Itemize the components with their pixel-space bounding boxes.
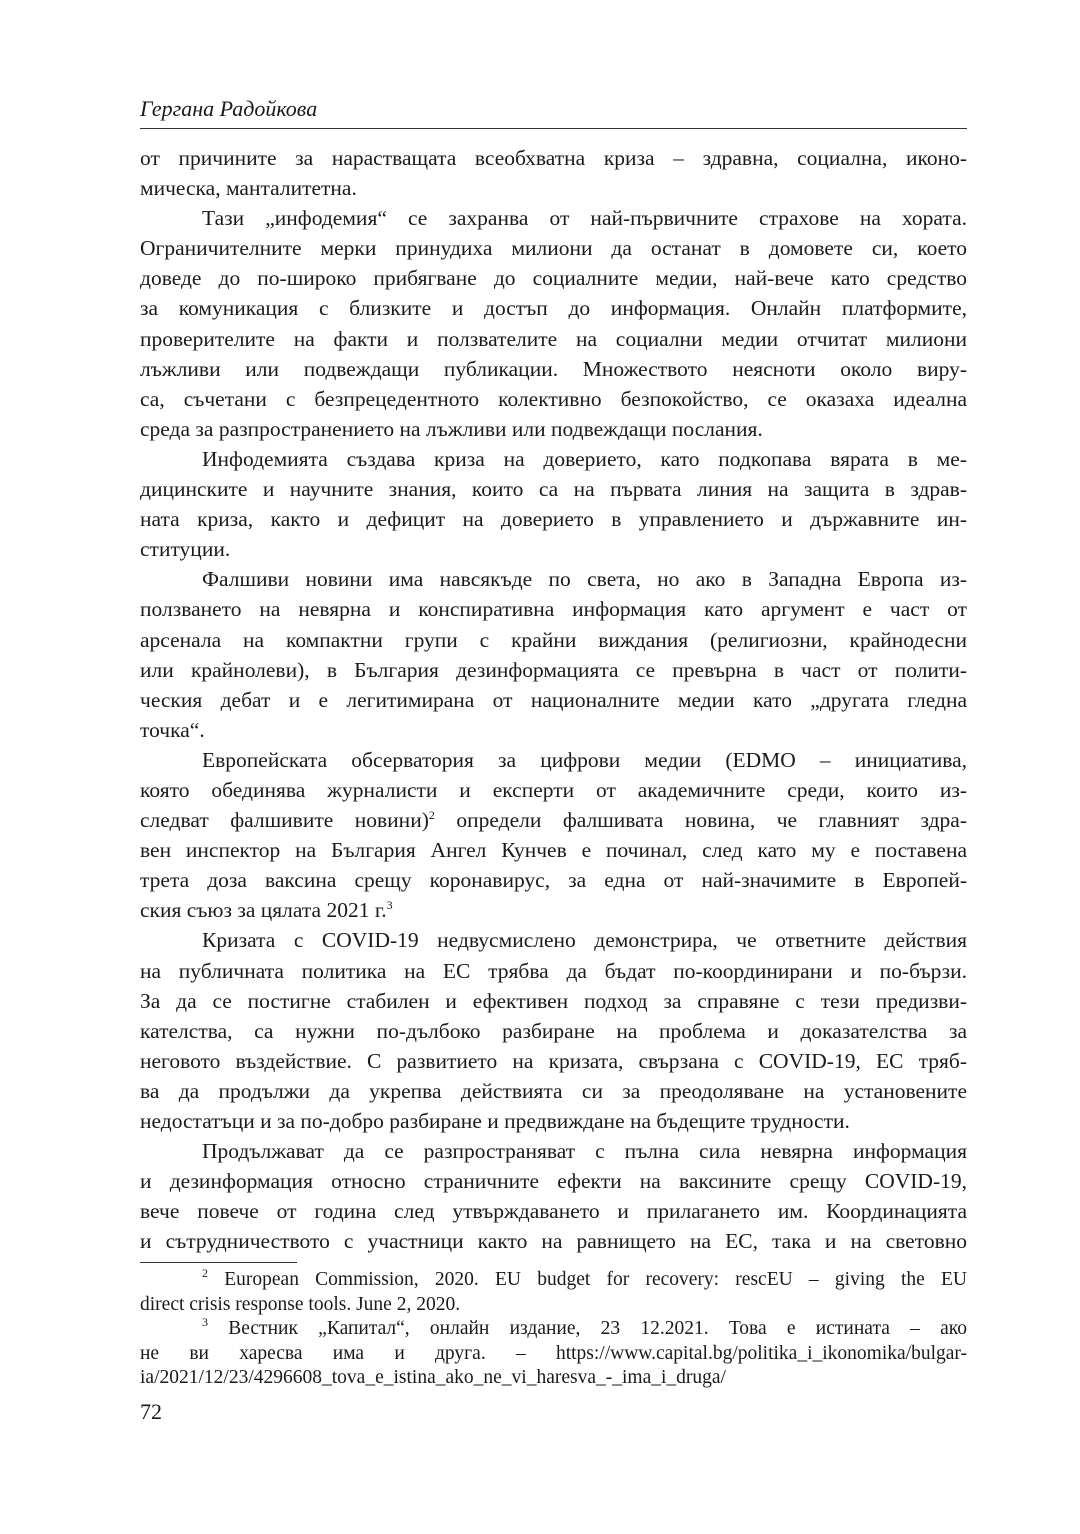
footnote-line: не ви харесва има и друга. – https://www.capital.bg/politika_i_ikonomika/bulgar- <box>140 1342 967 1364</box>
text-line: проверителите на факти и ползвателите на социални медии отчитат милиони <box>140 326 967 351</box>
footnotes <box>140 1268 967 1391</box>
text-line: от причините за нарастващата всеобхватна криза – здравна, социална, иконо- <box>140 146 967 170</box>
text-line: ва да продължи да укрепва действията си за преодоляване на установените <box>140 1078 967 1103</box>
text-line: вен инспектор на България Ангел Кунчев е починал, след като му е поставена <box>140 838 967 863</box>
footnote-number: 3 <box>202 1315 208 1330</box>
paragraph <box>140 143 967 203</box>
running-head-author: Гергана Радойкова <box>140 96 318 121</box>
footnote-number: 2 <box>202 1266 208 1280</box>
footnote <box>140 1317 967 1391</box>
text-line: Европейската обсерватория за цифрови медии (EDMO – инициатива, <box>202 747 967 772</box>
paragraph <box>140 745 967 926</box>
text-line: доведе до по-широко прибягване до социалните медии, най-вече като средство <box>140 266 967 291</box>
text-line: Ограничителните мерки принудиха милиони да останат в домовете си, което <box>140 236 967 261</box>
paragraph <box>140 1136 967 1256</box>
text-line: за комуникация с близките и достъп до информация. Онлайн платформите, <box>140 296 967 321</box>
text-line: която обединява журналисти и експерти от академичните среди, които из- <box>140 777 967 802</box>
paragraph <box>140 444 967 564</box>
header-rule <box>140 128 967 129</box>
footnote-line: direct crisis response tools. June 2, 2020. <box>140 1293 461 1315</box>
text-line: и сътрудничеството с участници както на равнището на ЕС, така и на световно <box>140 1229 967 1254</box>
text-line: ческия дебат и е легитимирана от националните медии като „другата гледна <box>140 687 967 712</box>
text-line: Инфодемията създава криза на доверието, като подкопава вярата в ме- <box>202 446 967 471</box>
paragraph <box>140 564 967 745</box>
text-line: неговото въздействие. С развитието на кризата, свързана с COVID-19, ЕС тряб- <box>140 1048 967 1073</box>
text-line: са, съчетани с безпрецедентното колективно безпокойство, се оказаха идеална <box>140 386 967 411</box>
text-line: ския съюз за цялата 2021 г.$^3$ <box>140 898 393 923</box>
text-line: среда за разпространението на лъжливи или подвеждащи послания. <box>140 416 763 441</box>
footnote-line: $^3$ Вестник „Капитал“, онлайн издание, 23 12.2021. Това е истината – ако <box>202 1315 967 1340</box>
text-line: следват фалшивите новини)$^2$ определи фалшивата новина, че главният здра- <box>140 808 967 833</box>
paragraph <box>140 203 967 444</box>
paragraph <box>140 925 967 1136</box>
text-line: точка“. <box>140 717 205 742</box>
text-line: или крайнолеви), в България дезинформацията се превърна в част от полити- <box>140 657 967 682</box>
text-line: Кризата с COVID-19 недвусмислено демонстрира, че ответните действия <box>202 928 967 953</box>
text-line: вече повече от година след утвърждаването и прилагането им. Координацията <box>140 1199 967 1224</box>
text-line: Продължават да се разпространяват с пълна сила невярна информация <box>202 1139 967 1164</box>
text-line: лъжливи или подвеждащи публикации. Множеството неясноти около виру- <box>140 356 967 381</box>
text-line: дицинските и научните знания, които са на първата линия на защита в здрав- <box>140 477 967 502</box>
text-line: ната криза, както и дефицит на доверието в управлението и държавните ин- <box>140 507 967 532</box>
text-line: кателства, са нужни по-дълбоко разбиране на проблема и доказателства за <box>140 1018 967 1043</box>
footnote-separator <box>140 1262 297 1263</box>
text-line: Фалшиви новини има навсякъде по света, но ако в Западна Европа из- <box>202 567 967 592</box>
text-line: на публичната политика на ЕС трябва да бъдат по-координирани и по-бързи. <box>140 958 967 983</box>
footnote-line: $^2$ European Commission, 2020. EU budget for recovery: rescEU – giving the EU <box>202 1266 967 1290</box>
page-number: 72 <box>140 1399 162 1424</box>
text-line: недостатъци и за по-добро разбиране и предвиждане на бъдещите трудности. <box>140 1109 850 1133</box>
text-line: Тази „инфодемия“ се захранва от най-първичните страхове на хората. <box>202 206 967 231</box>
text-line: ституции. <box>140 537 231 562</box>
text-line: арсенала на компактни групи с крайни виждания (религиозни, крайнодесни <box>140 627 967 652</box>
text-line: трета доза ваксина срещу коронавирус, за една от най-значимите в Европей- <box>140 868 967 893</box>
body-text <box>140 143 967 1256</box>
text-line: мическа, манталитетна. <box>140 176 357 201</box>
text-line: ползването на невярна и конспиративна информация като аргумент е част от <box>140 597 967 622</box>
footnote <box>140 1268 967 1317</box>
footnote-ref: 3 <box>386 898 393 913</box>
footnote-line: ia/2021/12/23/4296608_tova_e_istina_ako_ne_vi_haresva_-_ima_i_druga/ <box>140 1367 726 1389</box>
text-line: За да се постигне стабилен и ефективен подход за справяне с тези предизви- <box>140 988 967 1013</box>
text-line: и дезинформация относно страничните ефекти на ваксините срещу COVID-19, <box>140 1169 967 1194</box>
footnote-ref: 2 <box>428 808 435 823</box>
